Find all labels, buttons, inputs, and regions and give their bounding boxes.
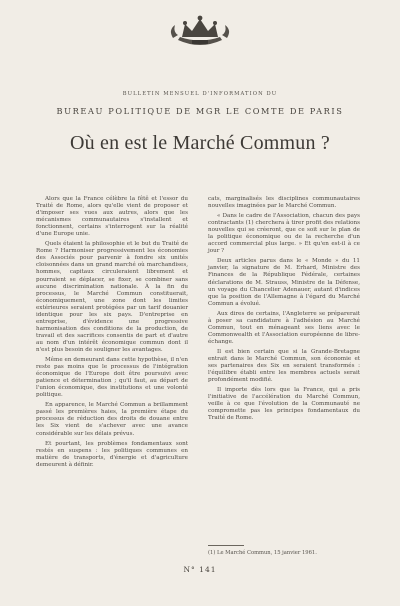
paragraph: Alors que la France célèbre la fêtê et l'essor du Traité de Rome, alors qu'elle vient de proposer et d'imposer ses vues aux autres, alors que les mécanismes communautaires s'installent et fonctionnent, certains s'interrogent sur la réalité d'une Europe unie. [36,196,188,238]
royal-crest-icon [168,10,232,52]
bulletin-heading: BULLETIN MENSUEL D'INFORMATION DU [122,91,278,97]
paragraph: Aux dires de certains, l'Angleterre se préparerait à poser sa candidature à l'adhésion au Marché Commun, tout en ménageant ses liens avec le Commonwealth et l'Association européenne de libre-échange. [208,310,360,345]
right-column [208,196,360,425]
paragraph: « Dans le cadre de l'Association, chacun des pays contractants (1) cherchera à tirer profit des relations nouvelles qui se créeront, que ce soit sur le plan de la politique économique ou de la recherche d'un accord commercial plus large. » Et qu'en est-il à ce jour ? [208,213,360,255]
paragraph: Et pourtant, les problèmes fondamentaux sont restés en suspens : les politiques communes en matière de transports, d'énergie et d'agriculture demeurent à définir. [36,440,188,468]
footnote-divider [208,545,244,546]
article-title: Où en est le Marché Commun ? [70,132,330,154]
footnote: (1) Le Marché Commun, 15 janvier 1961. [208,550,317,556]
paragraph: Il est bien certain que si la Grande-Bretagne entrait dans le Marché Commun, son économie et ses partenaires des Six en seraient transformés : l'équilibre établi entre les membres actuels serait profondément modifié. [208,348,360,384]
issue-number: N° 141 [183,565,217,574]
paragraph: Il importe dès lors que la France, qui a pris l'initiative de l'accélération du Marché Commun, veille à ce que l'évolution de la Communauté ne compromette pas les principes fondamentaux du Traité de Rome. [208,387,360,422]
paragraph: Deux articles parus dans le « Monde » du 11 janvier, la signature de M. Erhard, Ministre des Finances de la République Fédérale, certaines déclarations de M. Strauss, Ministre de la Défense, un voyage du Chancelier Adenauer, autant d'indices que la position de l'Allemagne à l'égard du Marché Commun a évolué. [208,258,360,307]
paragraph: cats, marginalisés les disciplines communautaires nouvelles imaginées par le Marché Commun. [208,196,360,210]
paragraph: Même en demeurant dans cette hypothèse, il n'en reste pas moins que le processus de l'intégration économique de l'Europe doit être poursuivi avec patience et détermination ; qu'il faut, au départ de l'union économique, des institutions et une volonté politique. [36,357,188,399]
left-column [36,196,188,472]
paragraph: Quels étaient la philosophie et le but du Traité de Rome ? Harmoniser progressivement les économies des Associés pour parvenir à fondre six unités cloisonnées dans un grand marché où marchandises, hommes, capitaux circuleraient librement et pourraient se déplacer, se fixer, se combiner sans aucune discrimination nationale. À la fin du processus, le Marché Commun constituerait, économiquement, une zone dont les limites extérieures seraient protégées par un tarif douanier identique pour les six pays. D'entreprise en entreprise, d'évidence une progressive harmonisation des conditions de la production, de travail et des sacrifices consentis de part et d'autre au nom d'un intérêt économique commun dont il n'est plus besoin de souligner les avantages. [36,241,188,353]
paragraph: En apparence, le Marché Commun a brillamment passé les premières haies, la première étape du processus de réduction des droits de douane entre les Six vient de s'achever avec une avance considérable sur les délais prévus. [36,402,188,437]
bureau-heading: BUREAU POLITIQUE DE MGR LE COMTE DE PARIS [56,106,344,116]
